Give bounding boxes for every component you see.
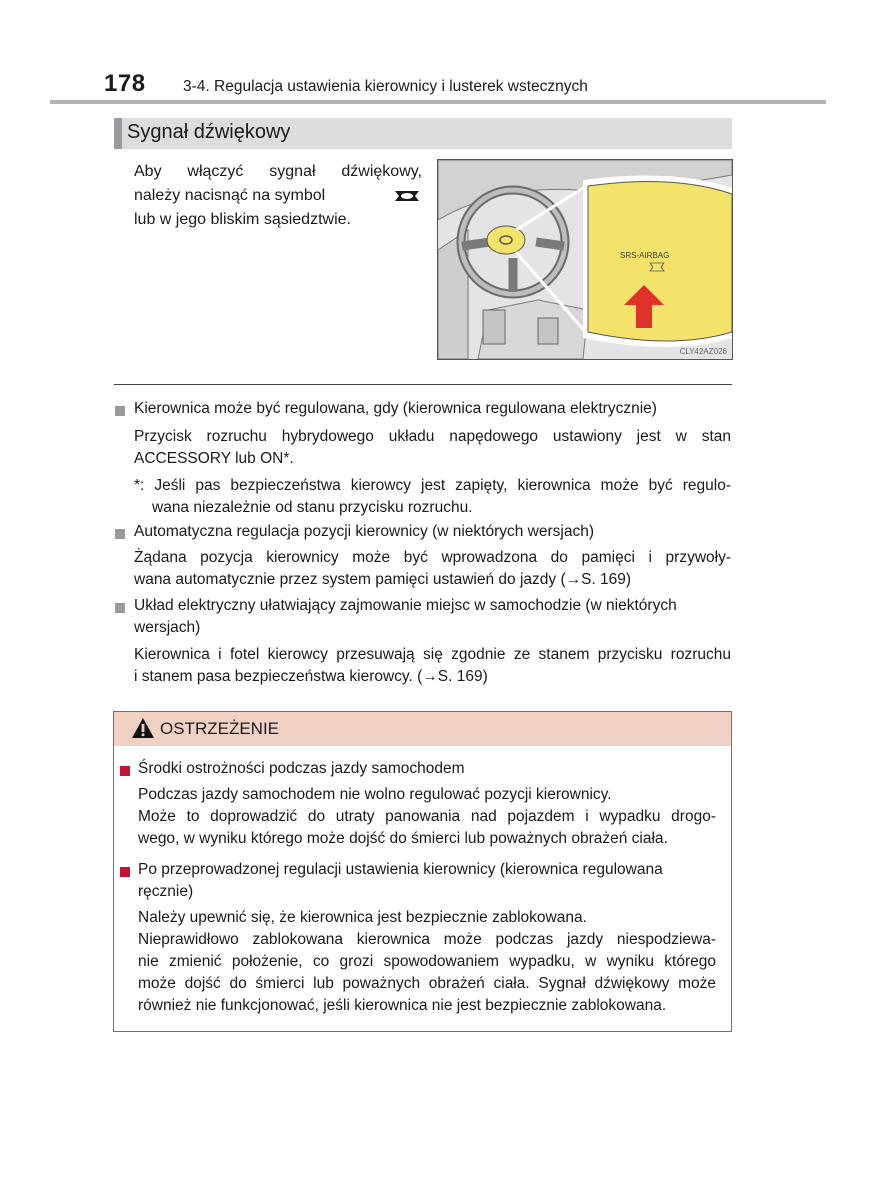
warning-item-2-body: Należy upewnić się, że kierownica jest bezpiecznie zablokowana. Nieprawidłowo zablokowana kierownica może podczas jazdy niespodziewa- nie zmienić położenie, co grozi spowodowaniem wypadku, w wyniku którego może dojść do śmierci lub poważnych obrażeń ciała. Sygnał dźwiękowy może również nie funkcjonować, jeśli kierownica nie jest bezpiecznie zablokowana. [138, 909, 716, 1014]
bullet-red [120, 867, 130, 877]
warning-item-1-body: Podczas jazdy samochodem nie wolno regulować pozycji kierownicy. Może to doprowadzić do utraty panowania nad pojazdem i wypadku drogo- wego, w wyniku którego może dojść do śmierci lub poważnych obrażeń ciała. [138, 786, 716, 847]
intro-text [134, 160, 422, 232]
item-3-body: Kierownica i fotel kierowcy przesuwają się zgodnie ze stanem przycisku rozruchu i stanem pasa bezpieczeństwa kierowcy. (→S. 169) [134, 646, 731, 685]
page-title: Sygnał dźwiękowy [127, 121, 291, 143]
bullet-square [115, 529, 125, 539]
intro-line-1: Aby włączyć sygnał dźwiękowy, [134, 163, 422, 180]
airbag-label: SRS-AIRBAG [620, 251, 670, 260]
page-number: 178 [104, 70, 146, 97]
item-1-heading: Kierownica może być regulowana, gdy (kierownica regulowana elektrycznie) [134, 400, 657, 417]
section-header: 3-4. Regulacja ustawienia kierownicy i lusterek wstecznych [183, 78, 588, 95]
warning-item-2-heading: Po przeprowadzonej regulacji ustawienia kierownicy (kierownica regulowana ręcznie) [138, 861, 663, 900]
warning-title: OSTRZEŻENIE [160, 719, 280, 738]
section-divider [114, 384, 732, 385]
item-2-body: Żądana pozycja kierownicy może być wprowadzona do pamięci i przywoły- wana automatycznie przez system pamięci ustawień do jazdy (→S. 169) [134, 549, 731, 588]
title-marker [114, 118, 122, 149]
bullet-square [115, 406, 125, 416]
item-3-heading: Układ elektryczny ułatwiający zajmowanie miejsc w samochodzie (w niektórych wersjach) [134, 597, 677, 636]
horn-icon [392, 188, 422, 204]
item-1-note: *: Jeśli pas bezpieczeństwa kierowcy jest zapięty, kierownica może być regulo- wana niezależnie od stanu przycisku rozruchu. [134, 477, 731, 516]
item-2-heading: Automatyczna regulacja pozycji kierownicy (w niektórych wersjach) [134, 523, 595, 540]
steering-wheel-figure [437, 159, 733, 360]
figure-drawing [438, 160, 732, 359]
warning-icon [131, 717, 155, 739]
intro-line-3: lub w jego bliskim sąsiedztwie. [134, 211, 351, 228]
item-1-body: Przycisk rozruchu hybrydowego układu napędowego ustawiony jest w stan ACCESSORY lub ON*. [134, 428, 731, 467]
intro-line-2-text: należy nacisnąć na symbol [134, 187, 326, 204]
bullet-red [120, 766, 130, 776]
intro-line-2 [134, 184, 422, 208]
bullet-square [115, 603, 125, 613]
figure-code: CLY42AZ026 [679, 347, 727, 356]
warning-item-1-heading: Środki ostrożności podczas jazdy samochodem [138, 760, 465, 777]
header-rule [50, 100, 826, 104]
